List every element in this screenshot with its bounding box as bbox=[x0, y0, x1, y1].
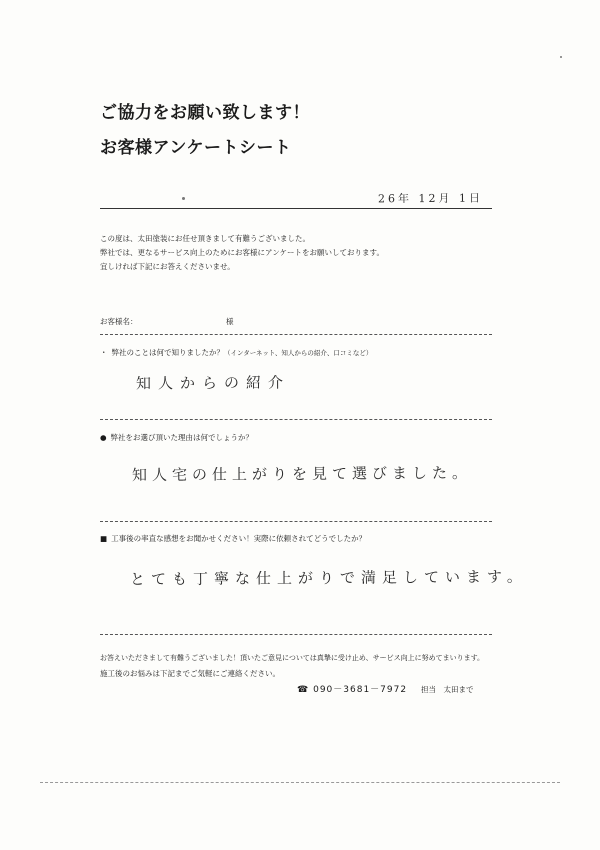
scan-artifact-line bbox=[40, 782, 560, 783]
intro-text bbox=[100, 232, 520, 274]
date-handwritten: 26年 12月 1日 bbox=[377, 191, 484, 206]
footer-contact-note: 施工後のお悩みは下記までご気軽にご連絡ください。 bbox=[100, 669, 280, 678]
page-title: お客様アンケートシート bbox=[100, 138, 292, 158]
answer-3-handwritten: とても丁寧な仕上がりで満足しています。 bbox=[129, 567, 528, 589]
intro-line-1: この度は、太田塗装にお任せ頂きまして有難うございました。 bbox=[100, 234, 310, 243]
square-bullet-icon: ■ bbox=[100, 534, 108, 543]
answer-2-line bbox=[100, 521, 492, 522]
answer-2-handwritten: 知人宅の仕上がりを見て選びました。 bbox=[131, 463, 473, 485]
contact-person: 担当 太田まで bbox=[420, 685, 474, 694]
question-3-text: 工事後の率直な感想をお聞かせください！実際に依頼されてどうでしたか？ bbox=[111, 534, 367, 543]
customer-name-label: お客様名： bbox=[100, 317, 138, 326]
bullet-icon: ・ bbox=[100, 348, 108, 357]
phone-number: 090－3681－7972 bbox=[313, 685, 408, 695]
phone-icon: ☎ bbox=[297, 685, 310, 695]
question-2-text: 弊社をお選び頂いた理由は何でしょうか？ bbox=[110, 433, 254, 442]
question-3 bbox=[100, 532, 520, 546]
intro-line-3: 宜しければ下記にお答えくださいませ。 bbox=[100, 262, 235, 271]
footer-phone bbox=[297, 683, 473, 697]
answer-1-handwritten: 知人からの紹介 bbox=[135, 373, 291, 393]
customer-name-suffix: 様 bbox=[226, 317, 234, 326]
intro-line-2: 弊社では、更なるサービス向上のためにお客様にアンケートをお願いしております。 bbox=[100, 248, 384, 257]
customer-name-line bbox=[100, 334, 492, 335]
answer-3-line bbox=[100, 634, 492, 635]
question-2 bbox=[100, 431, 520, 445]
question-1 bbox=[100, 346, 520, 360]
footer-thanks: お答えいただきまして有難うございました！頂いたご意見については真摯に受け止め、サービス向上に努めてまいります。 bbox=[100, 654, 485, 662]
date-underline bbox=[100, 208, 492, 209]
question-1-text: 弊社のことは何で知りましたか？ bbox=[111, 348, 224, 357]
circle-bullet-icon: ● bbox=[100, 433, 107, 442]
scan-speck bbox=[560, 56, 562, 58]
scan-speck bbox=[182, 197, 185, 200]
answer-1-line bbox=[100, 419, 492, 420]
question-1-note: （インターネット、知人からの紹介、口コミなど） bbox=[224, 349, 373, 357]
heading-request: ご協力をお願い致します！ bbox=[100, 103, 310, 123]
